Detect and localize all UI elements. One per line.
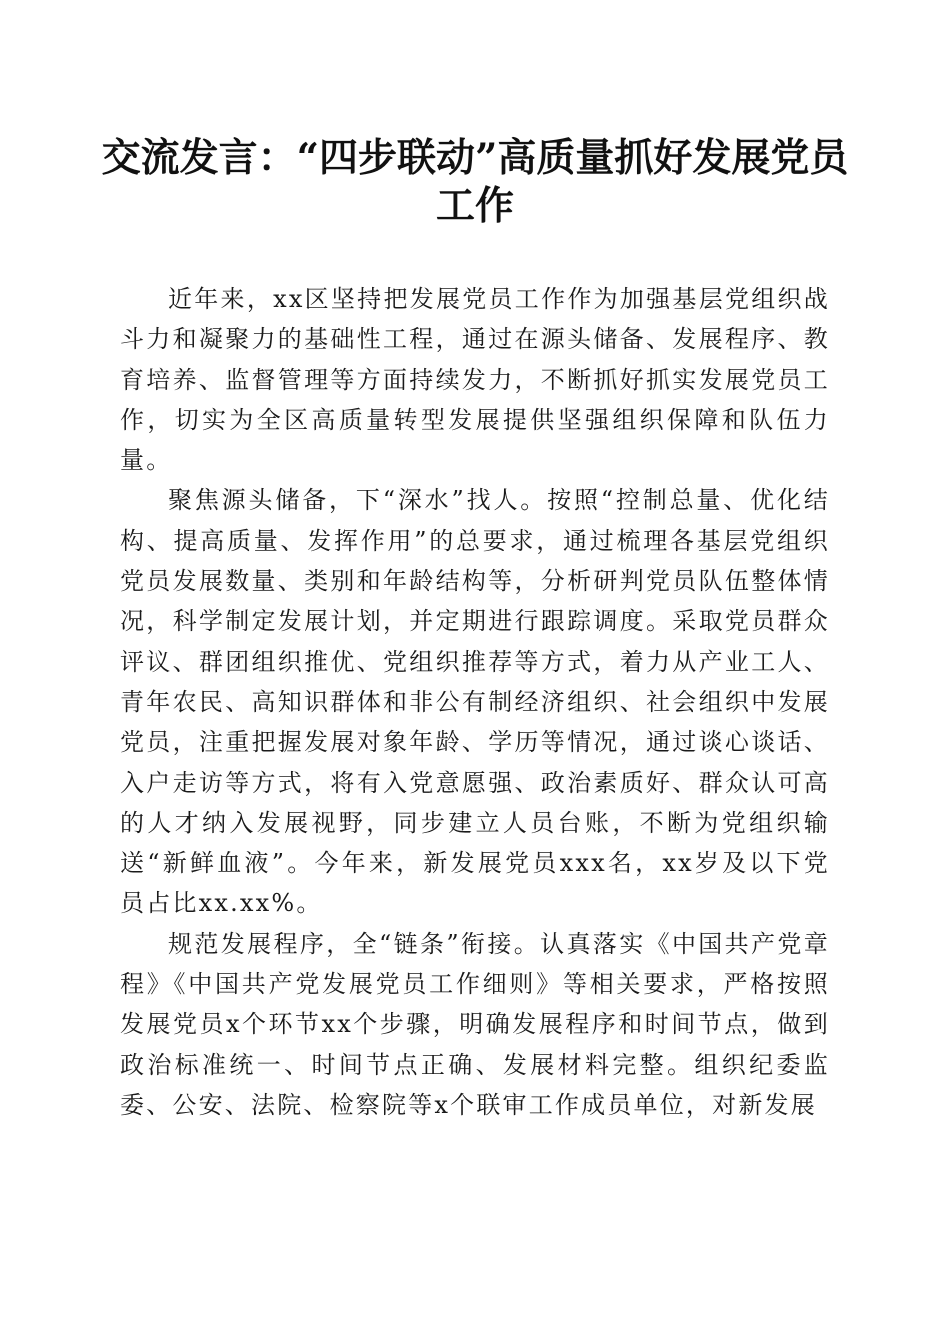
title-line-1: 交流发言：“四步联动”高质量抓好发展党员 [101, 135, 849, 181]
paragraph-source-reserve: 聚焦源头储备，下“深水”找人。按照“控制总量、优化结构、提高质量、发挥作用”的总要求，通过梳理各基层党组织党员发展数量、类别和年龄结构等，分析研判党员队伍整体情况，科学制定发展计划，并定期进行跟踪调度。采取党员群众评议、群团组织推优、党组织推荐等方式，着力从产业工人、青年农民、高知识群体和非公有制经济组织、社会组织中发展党员，注重把握发展对象年龄、学历等情况，通过谈心谈话、入户走访等方式，将有入党意愿强、政治素质好、群众认可高的人才纳入发展视野，同步建立人员台账，不断为党组织输送“新鲜血液”。今年来，新发展党员xxx名，xx岁及以下党员占比xx.xx%。 [120, 486, 830, 918]
paragraph-intro: 近年来，xx区坚持把发展党员工作作为加强基层党组织战斗力和凝聚力的基础性工程，通过在源头储备、发展程序、教育培养、监督管理等方面持续发力，不断抓好抓实发展党员工作，切实为全区高质量转型发展提供坚强组织保障和队伍力量。 [120, 285, 830, 475]
paragraph-standard-procedure: 规范发展程序，全“链条”衔接。认真落实《中国共产党章程》《中国共产党发展党员工作细则》等相关要求，严格按照发展党员x个环节xx个步骤，明确发展程序和时间节点，做到政治标准统一、时间节点正确、发展材料完整。组织纪委监委、公安、法院、检察院等x个联审工作成员单位，对新发展 [120, 929, 830, 1119]
title-line-2: 工作 [435, 183, 514, 229]
document-body [120, 279, 830, 1125]
document-title [100, 134, 850, 230]
